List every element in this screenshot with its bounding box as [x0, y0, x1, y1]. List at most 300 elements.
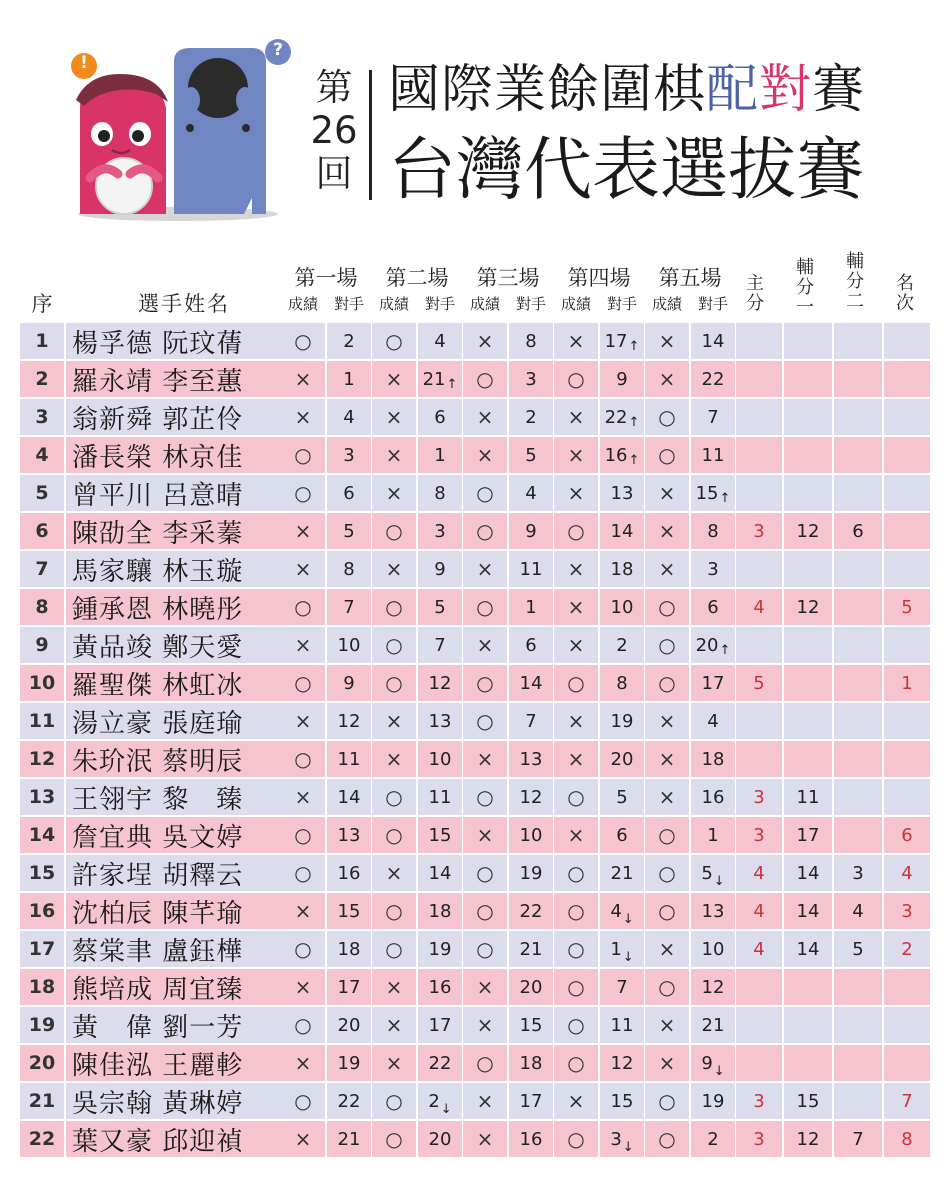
tiebreak-1-cell	[784, 741, 832, 777]
result-cell: ×	[372, 361, 416, 397]
result-cell: ○	[463, 475, 507, 511]
question-badge-icon: ?	[273, 40, 283, 60]
main-score-cell: 3	[736, 1121, 782, 1157]
result-cell: ×	[372, 399, 416, 435]
result-cell: ○	[463, 513, 507, 549]
result-cell: ○	[554, 855, 598, 891]
seq-cell: 11	[20, 703, 64, 739]
tiebreak-2-cell	[834, 817, 882, 853]
opponent-number: 17	[519, 1090, 543, 1112]
player-names-cell: 楊孚德 阮玟蒨	[66, 323, 285, 359]
opponent-number: 22	[701, 368, 725, 390]
player-names-cell: 陳劭全 李采蓁	[66, 513, 285, 549]
opponent-number: 1	[343, 368, 355, 390]
opponent-cell	[327, 323, 371, 359]
opponent-number: 4	[434, 330, 446, 352]
result-cell: ×	[281, 1121, 325, 1157]
result-cell: ○	[463, 703, 507, 739]
result-cell: ○	[645, 969, 689, 1005]
result-cell: ○	[463, 665, 507, 701]
opponent-cell	[691, 1045, 735, 1081]
opponent-number: 16	[604, 444, 628, 466]
arrow-down-icon: ↓	[713, 873, 725, 889]
tiebreak-2-cell: 3	[834, 855, 882, 891]
result-cell: ×	[281, 551, 325, 587]
rank-cell: 1	[884, 665, 930, 701]
result-cell: ×	[372, 855, 416, 891]
tiebreak-1-cell	[784, 437, 832, 473]
result-cell: ×	[281, 893, 325, 929]
player-names-cell: 曾平川 呂意晴	[66, 475, 285, 511]
seq-cell: 15	[20, 855, 64, 891]
result-cell: ○	[372, 817, 416, 853]
result-cell: ○	[463, 1045, 507, 1081]
opponent-cell	[418, 969, 462, 1005]
player-names-cell: 黃 偉 劉一芳	[66, 1007, 285, 1043]
tiebreak-2-cell	[834, 779, 882, 815]
opponent-number: 19	[428, 938, 452, 960]
opponent-number: 18	[701, 748, 725, 770]
table-row	[20, 551, 930, 587]
title-line-1	[388, 58, 865, 122]
opponent-cell	[600, 779, 644, 815]
tiebreak-2-cell	[834, 399, 882, 435]
exclamation-badge-icon: !	[80, 53, 88, 73]
result-cell: ○	[554, 893, 598, 929]
result-cell: ○	[645, 437, 689, 473]
opponent-cell	[327, 399, 371, 435]
opponent-cell	[327, 855, 371, 891]
result-cell: ○	[372, 893, 416, 929]
opponent-cell	[509, 475, 553, 511]
opponent-number: 22	[519, 900, 543, 922]
opponent-number: 16	[337, 862, 361, 884]
arrow-down-icon: ↓	[622, 1139, 634, 1155]
table-row	[20, 323, 930, 359]
main-score-cell	[736, 437, 782, 473]
result-cell: ○	[645, 589, 689, 625]
main-score-cell	[736, 1045, 782, 1081]
tiebreak-1-cell: 11	[784, 779, 832, 815]
tiebreak-2-cell	[834, 741, 882, 777]
result-cell: ×	[645, 551, 689, 587]
opponent-number: 21	[519, 938, 543, 960]
opponent-cell	[691, 551, 735, 587]
result-cell: ×	[463, 1121, 507, 1157]
result-cell: ×	[463, 1007, 507, 1043]
result-cell: ×	[463, 1083, 507, 1119]
result-cell: ×	[554, 703, 598, 739]
opponent-number: 1	[610, 938, 622, 960]
title-highlight-pink: 對	[759, 60, 813, 120]
opponent-number: 21	[337, 1128, 361, 1150]
round-5-opponent-header: 對手	[697, 295, 728, 313]
result-cell: ×	[372, 475, 416, 511]
opponent-cell	[509, 741, 553, 777]
opponent-number: 13	[519, 748, 543, 770]
tiebreak-1-cell: 12	[784, 589, 832, 625]
round-number	[310, 66, 358, 195]
opponent-number: 11	[337, 748, 361, 770]
opponent-number: 9	[616, 368, 628, 390]
opponent-number: 15	[610, 1090, 634, 1112]
opponent-number: 12	[610, 1052, 634, 1074]
opponent-cell	[509, 513, 553, 549]
rank-cell	[884, 969, 930, 1005]
standings-table	[20, 323, 930, 1159]
opponent-number: 11	[701, 444, 725, 466]
tiebreak-1-cell	[784, 969, 832, 1005]
seq-cell: 21	[20, 1083, 64, 1119]
table-row	[20, 475, 930, 511]
opponent-cell	[327, 361, 371, 397]
opponent-number: 9	[525, 520, 537, 542]
seq-cell: 12	[20, 741, 64, 777]
result-cell: ×	[372, 1007, 416, 1043]
opponent-cell	[418, 323, 462, 359]
result-cell: ×	[645, 361, 689, 397]
result-cell: ○	[281, 855, 325, 891]
opponent-cell	[691, 665, 735, 701]
rank-cell	[884, 1007, 930, 1043]
arrow-up-icon: ↑	[719, 642, 731, 658]
opponent-cell	[691, 361, 735, 397]
opponent-cell	[418, 399, 462, 435]
opponent-number: 17	[428, 1014, 452, 1036]
tiebreak-2-cell	[834, 475, 882, 511]
opponent-cell	[327, 817, 371, 853]
tiebreak-2-cell: 4	[834, 893, 882, 929]
result-cell: ×	[645, 323, 689, 359]
title-line-2: 台灣代表選拔賽	[388, 131, 865, 210]
seq-cell: 5	[20, 475, 64, 511]
seq-cell: 17	[20, 931, 64, 967]
opponent-number: 19	[337, 1052, 361, 1074]
tiebreak-2-cell	[834, 589, 882, 625]
seq-cell: 16	[20, 893, 64, 929]
opponent-number: 7	[707, 406, 719, 428]
opponent-number: 17	[701, 672, 725, 694]
rank-cell	[884, 1045, 930, 1081]
result-cell: ○	[554, 1045, 598, 1081]
seq-cell: 10	[20, 665, 64, 701]
rank-cell	[884, 361, 930, 397]
result-cell: ○	[372, 513, 416, 549]
player-names-cell: 羅永靖 李至蕙	[66, 361, 285, 397]
opponent-number: 13	[337, 824, 361, 846]
opponent-cell	[509, 931, 553, 967]
opponent-cell	[691, 855, 735, 891]
tiebreak-1-cell	[784, 1045, 832, 1081]
opponent-cell	[600, 551, 644, 587]
tiebreak-2-cell	[834, 1083, 882, 1119]
main-score-cell: 4	[736, 931, 782, 967]
opponent-number: 9	[343, 672, 355, 694]
col-header-main-score	[732, 274, 778, 314]
player-names-cell: 吳宗翰 黃琳婷	[66, 1083, 285, 1119]
opponent-number: 18	[428, 900, 452, 922]
opponent-number: 5	[701, 862, 713, 884]
seq-cell: 1	[20, 323, 64, 359]
result-cell: ○	[281, 931, 325, 967]
result-cell: ×	[463, 551, 507, 587]
tiebreak-2-cell	[834, 1007, 882, 1043]
opponent-cell	[418, 513, 462, 549]
seq-cell: 3	[20, 399, 64, 435]
main-score-cell	[736, 627, 782, 663]
seq-cell: 22	[20, 1121, 64, 1157]
result-cell: ×	[372, 551, 416, 587]
table-row	[20, 627, 930, 663]
opponent-number: 17	[604, 330, 628, 352]
opponent-cell	[418, 703, 462, 739]
tiebreak-1-cell: 12	[784, 1121, 832, 1157]
opponent-number: 22	[428, 1052, 452, 1074]
main-score-cell: 4	[736, 855, 782, 891]
opponent-cell	[691, 437, 735, 473]
main-score-cell: 4	[736, 893, 782, 929]
opponent-cell	[418, 779, 462, 815]
opponent-cell	[327, 1083, 371, 1119]
result-cell: ×	[645, 513, 689, 549]
result-cell: ○	[281, 665, 325, 701]
opponent-cell	[418, 817, 462, 853]
round-1-result-header: 成績	[287, 295, 318, 313]
table-row	[20, 741, 930, 777]
seq-cell: 2	[20, 361, 64, 397]
opponent-number: 6	[616, 824, 628, 846]
col-header-tiebreak-2	[832, 252, 878, 312]
opponent-cell	[327, 931, 371, 967]
opponent-cell	[600, 513, 644, 549]
result-cell: ×	[554, 399, 598, 435]
result-cell: ○	[463, 589, 507, 625]
opponent-number: 12	[428, 672, 452, 694]
player-names-cell: 羅聖傑 林虹冰	[66, 665, 285, 701]
opponent-cell	[418, 1083, 462, 1119]
result-cell: ×	[645, 1007, 689, 1043]
table-row	[20, 703, 930, 739]
opponent-cell	[509, 855, 553, 891]
rank-cell: 5	[884, 589, 930, 625]
table-row	[20, 1121, 930, 1157]
result-cell: ×	[372, 703, 416, 739]
result-cell: ○	[463, 855, 507, 891]
opponent-cell	[327, 779, 371, 815]
tiebreak-1-char-3: 一	[796, 297, 814, 318]
tiebreak-2-cell	[834, 361, 882, 397]
tiebreak-1-cell: 14	[784, 855, 832, 891]
opponent-number: 18	[610, 558, 634, 580]
opponent-cell	[691, 931, 735, 967]
result-cell: ○	[645, 627, 689, 663]
opponent-cell	[600, 361, 644, 397]
opponent-number: 15	[428, 824, 452, 846]
player-names-cell: 王翎宇 黎 臻	[66, 779, 285, 815]
arrow-up-icon: ↑	[446, 376, 458, 392]
opponent-cell	[327, 627, 371, 663]
result-cell: ○	[281, 741, 325, 777]
result-cell: ○	[645, 665, 689, 701]
opponent-cell	[600, 323, 644, 359]
title-divider	[369, 70, 372, 200]
opponent-cell	[327, 665, 371, 701]
rank-cell: 8	[884, 1121, 930, 1157]
opponent-number: 5	[616, 786, 628, 808]
main-score-cell	[736, 323, 782, 359]
opponent-number: 8	[616, 672, 628, 694]
rank-cell	[884, 627, 930, 663]
opponent-cell	[600, 1083, 644, 1119]
result-cell: ○	[554, 969, 598, 1005]
table-row	[20, 855, 930, 891]
opponent-cell	[600, 589, 644, 625]
opponent-cell	[509, 817, 553, 853]
rank-cell: 4	[884, 855, 930, 891]
arrow-up-icon: ↑	[628, 414, 640, 430]
opponent-number: 17	[337, 976, 361, 998]
opponent-cell	[691, 817, 735, 853]
opponent-number: 2	[343, 330, 355, 352]
round-4-opponent-header: 對手	[606, 295, 637, 313]
opponent-cell	[509, 399, 553, 435]
result-cell: ○	[463, 361, 507, 397]
result-cell: ×	[463, 323, 507, 359]
rank-cell: 3	[884, 893, 930, 929]
opponent-number: 3	[610, 1128, 622, 1150]
player-names-cell: 湯立豪 張庭瑜	[66, 703, 285, 739]
opponent-cell	[418, 475, 462, 511]
opponent-number: 3	[525, 368, 537, 390]
opponent-number: 15	[695, 482, 719, 504]
result-cell: ×	[645, 703, 689, 739]
result-cell: ×	[645, 1045, 689, 1081]
result-cell: ×	[554, 589, 598, 625]
opponent-number: 19	[610, 710, 634, 732]
tiebreak-1-char-2: 分	[796, 277, 814, 298]
opponent-cell	[327, 893, 371, 929]
opponent-cell	[600, 665, 644, 701]
opponent-cell	[418, 893, 462, 929]
opponent-cell	[691, 1083, 735, 1119]
opponent-number: 10	[428, 748, 452, 770]
opponent-cell	[327, 1121, 371, 1157]
tiebreak-2-cell	[834, 323, 882, 359]
player-names-cell: 許家埕 胡釋云	[66, 855, 285, 891]
opponent-number: 16	[519, 1128, 543, 1150]
seq-cell: 4	[20, 437, 64, 473]
opponent-number: 11	[610, 1014, 634, 1036]
opponent-cell	[418, 855, 462, 891]
result-cell: ×	[372, 741, 416, 777]
round-header-2: 第二場	[385, 266, 449, 290]
round-2-opponent-header: 對手	[424, 295, 455, 313]
rank-cell	[884, 551, 930, 587]
opponent-number: 20	[519, 976, 543, 998]
result-cell: ○	[554, 665, 598, 701]
round-5-result-header: 成績	[651, 295, 682, 313]
round-value: 26	[310, 109, 358, 152]
opponent-cell	[418, 1121, 462, 1157]
result-cell: ○	[372, 1083, 416, 1119]
tiebreak-1-char-1: 輔	[796, 257, 814, 278]
player-names-cell: 潘長榮 林京佳	[66, 437, 285, 473]
opponent-number: 2	[525, 406, 537, 428]
opponent-number: 8	[343, 558, 355, 580]
opponent-number: 10	[701, 938, 725, 960]
seq-cell: 19	[20, 1007, 64, 1043]
main-score-cell	[736, 1007, 782, 1043]
opponent-number: 8	[434, 482, 446, 504]
result-cell: ×	[281, 969, 325, 1005]
opponent-cell	[509, 361, 553, 397]
tiebreak-1-cell	[784, 323, 832, 359]
rank-cell	[884, 779, 930, 815]
opponent-cell	[418, 551, 462, 587]
rank-char-2: 次	[896, 293, 914, 314]
opponent-number: 11	[428, 786, 452, 808]
opponent-cell	[691, 323, 735, 359]
opponent-number: 4	[343, 406, 355, 428]
main-score-char-2: 分	[746, 293, 764, 314]
round-header-1: 第一場	[294, 266, 358, 290]
result-cell: ○	[281, 437, 325, 473]
round-prefix: 第	[315, 66, 353, 109]
tiebreak-1-cell	[784, 361, 832, 397]
opponent-number: 18	[519, 1052, 543, 1074]
opponent-cell	[691, 513, 735, 549]
seq-cell: 13	[20, 779, 64, 815]
result-cell: ○	[645, 855, 689, 891]
tiebreak-1-cell: 14	[784, 893, 832, 929]
result-cell: ×	[554, 475, 598, 511]
result-cell: ○	[281, 817, 325, 853]
tiebreak-1-cell	[784, 627, 832, 663]
result-cell: ○	[645, 817, 689, 853]
opponent-cell	[418, 741, 462, 777]
opponent-number: 2	[616, 634, 628, 656]
opponent-number: 15	[337, 900, 361, 922]
tiebreak-1-cell	[784, 551, 832, 587]
opponent-number: 12	[519, 786, 543, 808]
opponent-cell	[691, 589, 735, 625]
opponent-number: 3	[707, 558, 719, 580]
result-cell: ○	[554, 1007, 598, 1043]
player-names-cell: 馬家驤 林玉璇	[66, 551, 285, 587]
result-cell: ×	[372, 437, 416, 473]
opponent-cell	[327, 969, 371, 1005]
opponent-cell	[509, 551, 553, 587]
opponent-cell	[509, 779, 553, 815]
opponent-cell	[327, 741, 371, 777]
tiebreak-2-char-3: 二	[846, 291, 864, 312]
tiebreak-2-cell	[834, 437, 882, 473]
opponent-cell	[418, 931, 462, 967]
opponent-number: 7	[616, 976, 628, 998]
player-names-cell: 陳佳泓 王麗軫	[66, 1045, 285, 1081]
opponent-cell	[509, 1045, 553, 1081]
main-score-cell	[736, 969, 782, 1005]
result-cell: ×	[463, 741, 507, 777]
player-names-cell: 朱玠泯 蔡明辰	[66, 741, 285, 777]
round-suffix: 回	[315, 152, 353, 195]
main-score-cell	[736, 399, 782, 435]
opponent-cell	[600, 703, 644, 739]
tiebreak-2-cell	[834, 969, 882, 1005]
result-cell: ○	[281, 475, 325, 511]
main-score-char-1: 主	[746, 273, 764, 294]
result-cell: ○	[463, 779, 507, 815]
